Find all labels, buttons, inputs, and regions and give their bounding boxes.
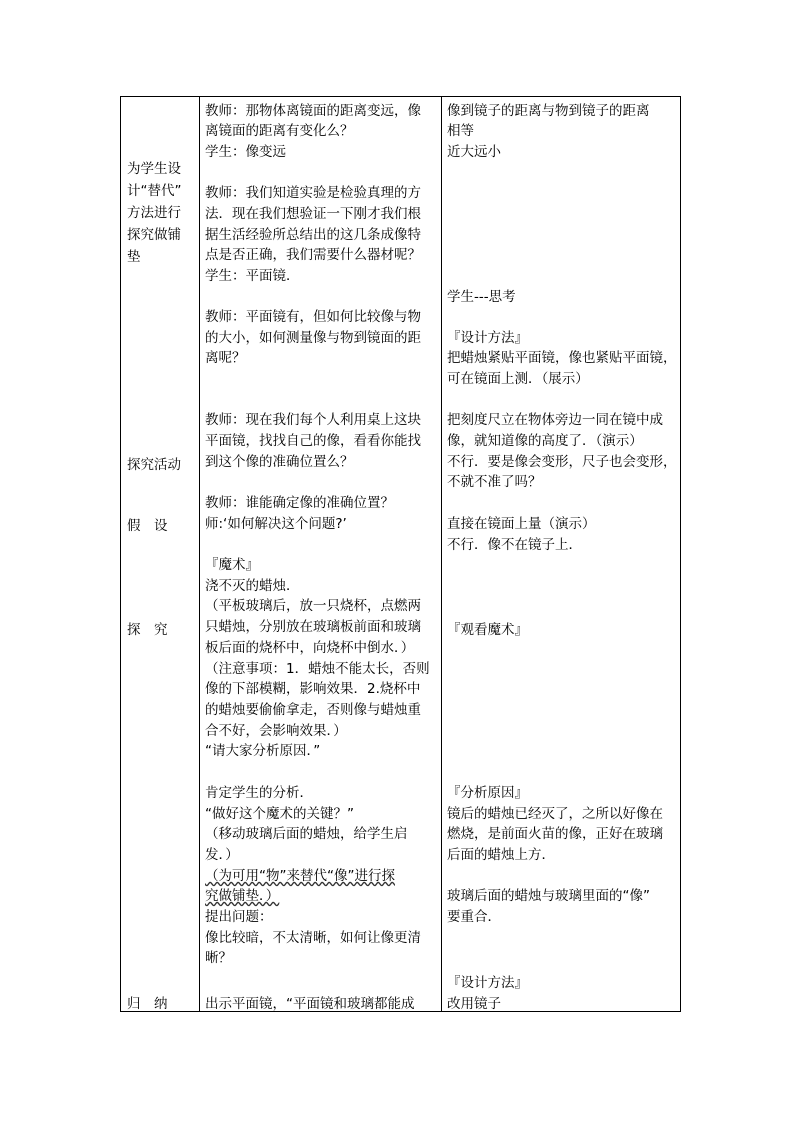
- teacher-text-line: 教师：谁能确定像的准确位置？: [205, 495, 394, 511]
- teacher-text-line: “请大家分析原因．”: [205, 743, 321, 759]
- teacher-text-line: 教师：平面镜有，但如何比较像与物: [205, 309, 421, 325]
- student-text-line: 把蜡烛紧贴平面镜，像也紧贴平面镜，: [447, 350, 677, 366]
- teacher-text-line: 像的下部模糊，影响效果．2.烧杯中: [205, 681, 421, 697]
- teacher-text-line: 点是否正确，我们需要什么器材呢？: [205, 247, 421, 263]
- student-text-line: 『分析原因』: [447, 785, 528, 801]
- teacher-text-line: （平板玻璃后，放一只烧杯，点燃两: [205, 598, 421, 614]
- teacher-text-line: 晰？: [205, 950, 232, 966]
- student-text-line: 可在镜面上测．（展示）: [447, 371, 589, 387]
- teacher-text-line: 离呢？: [205, 350, 246, 366]
- student-text-line: 像，就知道像的高度了．（演示）: [447, 433, 643, 449]
- teacher-text-line: 发．）: [205, 847, 239, 863]
- stage-column: [121, 97, 199, 1011]
- teacher-text-line: 『魔术』: [205, 557, 259, 573]
- teacher-text-line: 究做铺垫．）: [205, 888, 280, 904]
- stage-label-line: 垫: [127, 249, 141, 265]
- teacher-text-line: （为可用“物”来替代“像”进行探: [205, 868, 395, 884]
- student-text-line: 近大远小: [447, 144, 501, 160]
- stage-label-inquiry: 探 究: [127, 622, 168, 638]
- student-text-line: 不行．像不在镜子上．: [447, 537, 582, 553]
- student-text-line: 把刻度尺立在物体旁边一同在镜中成: [447, 412, 663, 428]
- teacher-text-line: 肯定学生的分析．: [205, 785, 313, 801]
- stage-label-line: 为学生设: [127, 161, 181, 177]
- student-text-line: 燃烧，是前面火苗的像，正好在玻璃: [447, 826, 663, 842]
- student-text-line: 不就不准了吗？: [447, 474, 542, 490]
- teacher-text-line: 只蜡烛，分别放在玻璃板前面和玻璃: [205, 619, 421, 635]
- teacher-text-line: 板后面的烧杯中，向烧杯中倒水．）: [205, 640, 415, 656]
- student-text-line: 『设计方法』: [447, 975, 528, 991]
- teacher-text-line: 师:‘如何解决这个问题?’: [205, 516, 347, 532]
- teacher-text-line: 据生活经验所总结出的这几条成像特: [205, 227, 421, 243]
- teacher-text-line: 学生：像变远: [205, 144, 286, 160]
- stage-label-line: 探究做铺: [127, 227, 181, 243]
- student-text-line: 学生---思考: [447, 289, 516, 305]
- stage-label-hypothesis: 假 设: [127, 518, 168, 534]
- teacher-text-line: 教师：现在我们每个人利用桌上这块: [205, 412, 421, 428]
- stage-label-line: 方法进行: [127, 205, 181, 221]
- teacher-text-line: “做好这个魔术的关键？”: [205, 806, 354, 822]
- teacher-text-line: 到这个像的准确位置么？: [205, 454, 354, 470]
- student-text-line: 改用镜子: [447, 996, 501, 1011]
- teacher-text-line: 法．现在我们想验证一下刚才我们根: [205, 206, 421, 222]
- teacher-column: [199, 97, 441, 1011]
- teacher-text-line: 出示平面镜，“平面镜和玻璃都能成: [205, 996, 415, 1011]
- teacher-text-line: （移动玻璃后面的蜡烛，给学生启: [205, 826, 408, 842]
- student-text-line: 后面的蜡烛上方．: [447, 847, 555, 863]
- teacher-text-line: 教师：我们知道实验是检验真理的方: [205, 185, 421, 201]
- stage-label-summary: 归 纳: [127, 996, 168, 1011]
- student-text-line: 直接在镜面上量（演示）: [447, 516, 596, 532]
- teacher-text-line: 像比较暗，不太清晰，如何让像更清: [205, 930, 421, 946]
- stage-label-line: 计“替代”: [127, 183, 182, 199]
- student-text-line: 不行．要是像会变形，尺子也会变形，: [447, 454, 677, 470]
- teacher-text-line: 离镜面的距离有变化么？: [205, 123, 354, 139]
- teacher-text-line: 提出问题：: [205, 909, 273, 925]
- student-text-line: 相等: [447, 123, 474, 139]
- teacher-text-line: 的蜡烛要偷偷拿走，否则像与蜡烛重: [205, 702, 421, 718]
- student-text-line: 像到镜子的距离与物到镜子的距离: [447, 103, 650, 119]
- teacher-text-line: 浇不灭的蜡烛．: [205, 578, 300, 594]
- student-column: [441, 97, 682, 1011]
- student-text-line: 镜后的蜡烛已经灭了，之所以好像在: [447, 806, 663, 822]
- teacher-text-line: 教师：那物体离镜面的距离变远，像: [205, 103, 421, 119]
- student-text-line: 『观看魔术』: [447, 622, 528, 638]
- student-text-line: 玻璃后面的蜡烛与玻璃里面的“像”: [447, 888, 650, 904]
- teacher-text-line: 平面镜，找找自己的像，看看你能找: [205, 433, 421, 449]
- teacher-text-line: 的大小，如何测量像与物到镜面的距: [205, 330, 421, 346]
- stage-label-explore: 探究活动: [127, 457, 181, 473]
- teacher-text-line: 学生：平面镜．: [205, 268, 300, 284]
- lesson-table: [120, 96, 681, 1012]
- teacher-text-line: 合不好，会影响效果．）: [205, 723, 347, 739]
- student-text-line: 要重合．: [447, 909, 501, 925]
- teacher-text-line: （注意事项：1．蜡烛不能太长，否则: [205, 661, 430, 677]
- student-text-line: 『设计方法』: [447, 330, 528, 346]
